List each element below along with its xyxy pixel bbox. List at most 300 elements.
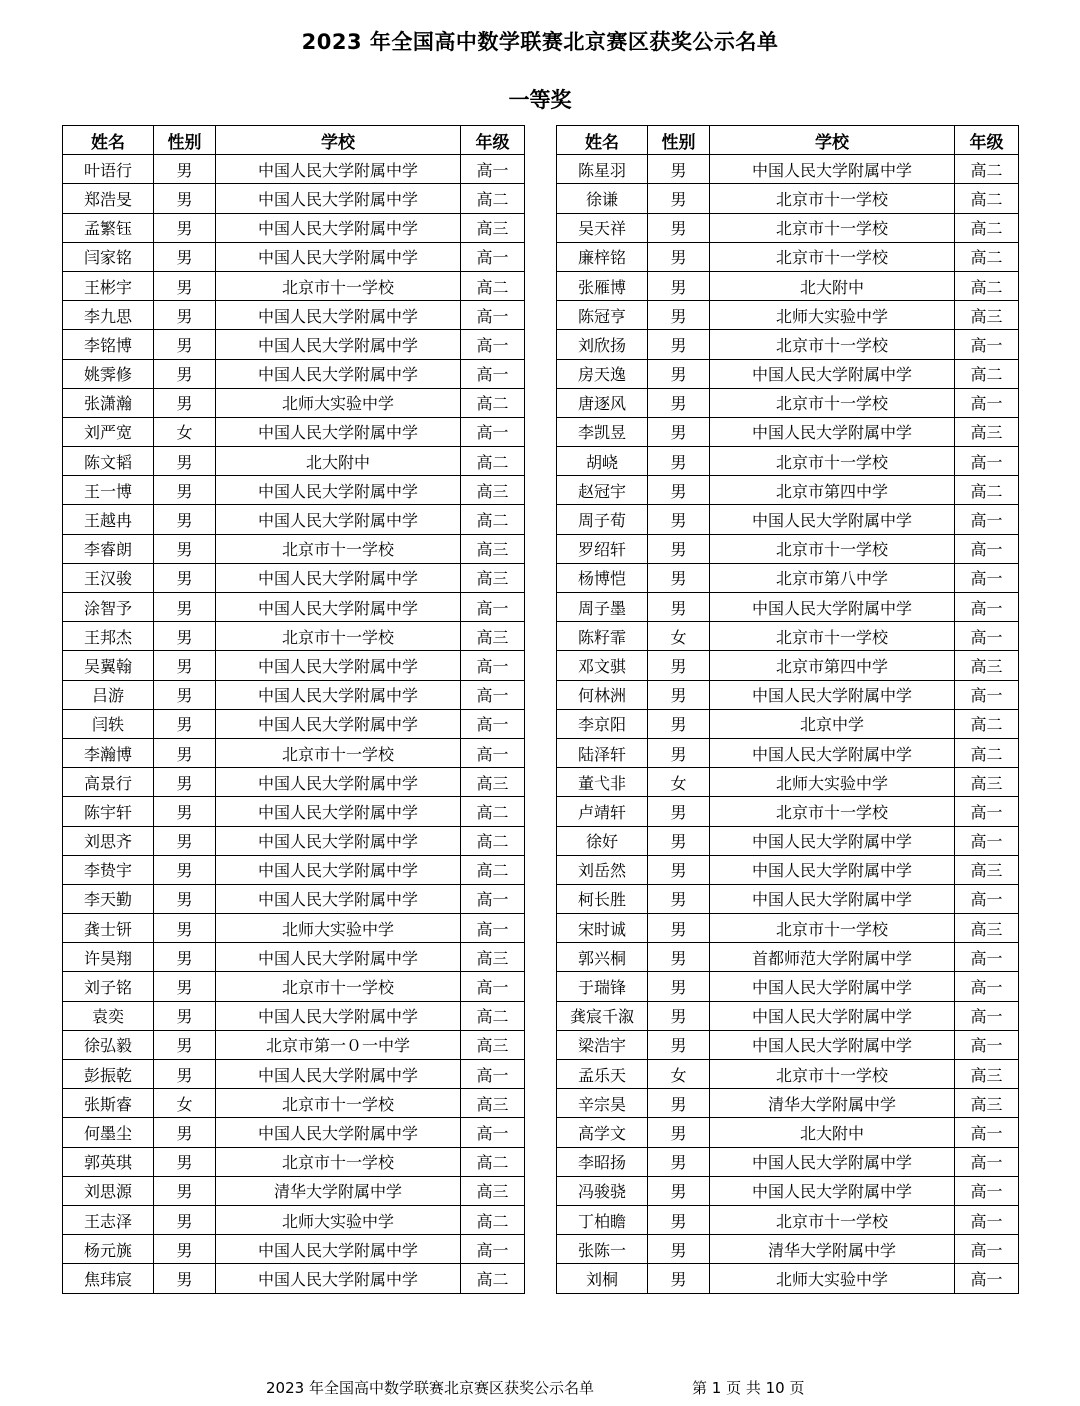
cell-gender: 男	[154, 563, 216, 592]
table-row	[557, 884, 1019, 913]
cell-gender: 男	[154, 797, 216, 826]
cell-school: 中国人民大学附属中学	[710, 505, 955, 534]
cell-school: 北师大实验中学	[216, 388, 461, 417]
cell-name: 董弋非	[557, 768, 648, 797]
cell-name: 刘子铭	[63, 972, 154, 1001]
cell-name: 孟繁钰	[63, 213, 154, 242]
cell-name: 孟乐天	[557, 1060, 648, 1089]
cell-school: 北京市十一学校	[710, 622, 955, 651]
cell-school: 北京市十一学校	[216, 271, 461, 300]
cell-gender: 男	[648, 447, 710, 476]
table-row	[557, 1060, 1019, 1089]
cell-school: 北京市十一学校	[216, 1147, 461, 1176]
cell-school: 北京市十一学校	[710, 447, 955, 476]
table-row	[557, 1176, 1019, 1205]
table-row	[557, 1235, 1019, 1264]
cell-gender: 男	[648, 709, 710, 738]
table-row	[557, 797, 1019, 826]
cell-school: 中国人民大学附属中学	[710, 593, 955, 622]
header-grade: 年级	[461, 126, 525, 155]
table-row	[63, 1235, 525, 1264]
cell-school: 中国人民大学附属中学	[216, 651, 461, 680]
cell-grade: 高三	[461, 476, 525, 505]
cell-gender: 男	[648, 563, 710, 592]
cell-grade: 高二	[461, 1001, 525, 1030]
cell-name: 吕游	[63, 680, 154, 709]
cell-gender: 男	[648, 242, 710, 271]
cell-gender: 男	[648, 1089, 710, 1118]
table-header-row	[63, 126, 525, 155]
table-row	[63, 1147, 525, 1176]
table-row	[63, 884, 525, 913]
table-row	[557, 330, 1019, 359]
cell-school: 中国人民大学附属中学	[710, 1030, 955, 1059]
cell-name: 李铭博	[63, 330, 154, 359]
cell-gender: 男	[154, 680, 216, 709]
cell-school: 北师大实验中学	[710, 1264, 955, 1293]
cell-grade: 高二	[955, 155, 1019, 184]
table-row	[557, 505, 1019, 534]
cell-school: 北京市十一学校	[710, 184, 955, 213]
cell-grade: 高三	[955, 914, 1019, 943]
cell-gender: 男	[648, 1235, 710, 1264]
cell-gender: 男	[648, 680, 710, 709]
table-row	[63, 1001, 525, 1030]
cell-school: 北师大实验中学	[216, 914, 461, 943]
cell-school: 中国人民大学附属中学	[216, 242, 461, 271]
cell-school: 中国人民大学附属中学	[216, 855, 461, 884]
cell-name: 王彬宇	[63, 271, 154, 300]
cell-grade: 高三	[461, 768, 525, 797]
cell-gender: 男	[648, 1030, 710, 1059]
cell-school: 北大附中	[216, 447, 461, 476]
cell-gender: 男	[648, 593, 710, 622]
header-grade: 年级	[955, 126, 1019, 155]
cell-gender: 男	[154, 505, 216, 534]
cell-school: 中国人民大学附属中学	[216, 1264, 461, 1293]
cell-gender: 男	[648, 1176, 710, 1205]
roster-body-left	[63, 155, 525, 1293]
header-name: 姓名	[63, 126, 154, 155]
cell-grade: 高一	[955, 1147, 1019, 1176]
cell-gender: 男	[648, 855, 710, 884]
table-row	[557, 651, 1019, 680]
cell-school: 清华大学附属中学	[216, 1176, 461, 1205]
cell-gender: 男	[154, 651, 216, 680]
cell-school: 北京市十一学校	[710, 1060, 955, 1089]
cell-name: 龚宸千溆	[557, 1001, 648, 1030]
table-row	[557, 184, 1019, 213]
cell-gender: 男	[154, 1264, 216, 1293]
cell-school: 北京市第八中学	[710, 563, 955, 592]
cell-gender: 女	[648, 1060, 710, 1089]
table-row	[557, 943, 1019, 972]
cell-grade: 高二	[955, 213, 1019, 242]
cell-name: 周子荀	[557, 505, 648, 534]
cell-grade: 高二	[461, 826, 525, 855]
cell-name: 许昊翔	[63, 943, 154, 972]
cell-name: 刘岳然	[557, 855, 648, 884]
cell-grade: 高一	[955, 1264, 1019, 1293]
cell-name: 徐谦	[557, 184, 648, 213]
cell-grade: 高三	[461, 943, 525, 972]
cell-name: 刘欣扬	[557, 330, 648, 359]
cell-gender: 男	[648, 213, 710, 242]
cell-name: 丁柏瞻	[557, 1205, 648, 1234]
cell-grade: 高一	[461, 680, 525, 709]
table-row	[557, 593, 1019, 622]
cell-grade: 高一	[461, 884, 525, 913]
table-row	[557, 738, 1019, 767]
cell-gender: 男	[154, 855, 216, 884]
cell-gender: 男	[154, 768, 216, 797]
cell-gender: 男	[648, 797, 710, 826]
table-row	[63, 242, 525, 271]
cell-name: 陈星羽	[557, 155, 648, 184]
cell-gender: 男	[648, 651, 710, 680]
cell-name: 郑浩旻	[63, 184, 154, 213]
cell-name: 闫家铭	[63, 242, 154, 271]
table-row	[557, 359, 1019, 388]
table-row	[63, 388, 525, 417]
cell-name: 陈冠亨	[557, 301, 648, 330]
cell-grade: 高一	[461, 301, 525, 330]
cell-school: 中国人民大学附属中学	[216, 884, 461, 913]
cell-gender: 男	[648, 359, 710, 388]
cell-name: 罗绍轩	[557, 534, 648, 563]
cell-gender: 男	[154, 184, 216, 213]
cell-grade: 高一	[461, 593, 525, 622]
cell-gender: 男	[154, 447, 216, 476]
cell-school: 清华大学附属中学	[710, 1235, 955, 1264]
cell-grade: 高三	[461, 1176, 525, 1205]
cell-name: 陆泽轩	[557, 738, 648, 767]
table-row	[557, 1118, 1019, 1147]
cell-name: 王邦杰	[63, 622, 154, 651]
cell-school: 清华大学附属中学	[710, 1089, 955, 1118]
cell-grade: 高三	[955, 301, 1019, 330]
table-row	[63, 184, 525, 213]
table-row	[63, 826, 525, 855]
cell-school: 北京中学	[710, 709, 955, 738]
cell-grade: 高一	[461, 709, 525, 738]
cell-name: 王志泽	[63, 1205, 154, 1234]
cell-grade: 高一	[461, 417, 525, 446]
cell-name: 何墨尘	[63, 1118, 154, 1147]
cell-gender: 男	[648, 301, 710, 330]
cell-name: 柯长胜	[557, 884, 648, 913]
cell-name: 梁浩宇	[557, 1030, 648, 1059]
cell-school: 中国人民大学附属中学	[216, 1118, 461, 1147]
cell-name: 李睿朗	[63, 534, 154, 563]
cell-gender: 男	[154, 242, 216, 271]
cell-name: 吴翼翰	[63, 651, 154, 680]
cell-gender: 男	[648, 914, 710, 943]
table-row	[63, 330, 525, 359]
cell-grade: 高一	[461, 1235, 525, 1264]
cell-name: 辛宗昊	[557, 1089, 648, 1118]
cell-gender: 男	[154, 1147, 216, 1176]
cell-gender: 男	[154, 709, 216, 738]
table-row	[63, 359, 525, 388]
cell-school: 中国人民大学附属中学	[710, 826, 955, 855]
cell-grade: 高一	[955, 884, 1019, 913]
cell-gender: 女	[154, 1089, 216, 1118]
table-row	[557, 242, 1019, 271]
table-row	[557, 417, 1019, 446]
table-row	[63, 1030, 525, 1059]
cell-grade: 高二	[955, 359, 1019, 388]
cell-grade: 高一	[461, 1118, 525, 1147]
cell-name: 王越冉	[63, 505, 154, 534]
table-row	[63, 680, 525, 709]
cell-grade: 高二	[461, 505, 525, 534]
cell-name: 焦玮宸	[63, 1264, 154, 1293]
cell-school: 北师大实验中学	[710, 768, 955, 797]
table-row	[557, 622, 1019, 651]
cell-school: 北京市十一学校	[216, 972, 461, 1001]
cell-school: 中国人民大学附属中学	[216, 301, 461, 330]
cell-school: 北京市十一学校	[710, 914, 955, 943]
header-gender: 性别	[648, 126, 710, 155]
cell-grade: 高一	[461, 330, 525, 359]
cell-grade: 高一	[955, 593, 1019, 622]
cell-school: 中国人民大学附属中学	[216, 1060, 461, 1089]
cell-grade: 高三	[461, 213, 525, 242]
cell-grade: 高一	[955, 330, 1019, 359]
cell-name: 周子墨	[557, 593, 648, 622]
cell-gender: 男	[154, 972, 216, 1001]
cell-school: 中国人民大学附属中学	[710, 738, 955, 767]
cell-school: 北京市十一学校	[710, 797, 955, 826]
cell-gender: 男	[154, 884, 216, 913]
cell-name: 房天逸	[557, 359, 648, 388]
cell-grade: 高一	[461, 1060, 525, 1089]
cell-grade: 高三	[955, 651, 1019, 680]
cell-grade: 高二	[461, 271, 525, 300]
cell-school: 北京市第一０一中学	[216, 1030, 461, 1059]
table-row	[63, 213, 525, 242]
cell-gender: 男	[154, 213, 216, 242]
cell-school: 中国人民大学附属中学	[710, 1176, 955, 1205]
cell-grade: 高一	[461, 972, 525, 1001]
table-row	[557, 709, 1019, 738]
cell-school: 北京市十一学校	[710, 1205, 955, 1234]
cell-school: 北大附中	[710, 1118, 955, 1147]
table-row	[557, 213, 1019, 242]
cell-grade: 高一	[955, 388, 1019, 417]
table-row	[63, 155, 525, 184]
cell-gender: 男	[154, 1001, 216, 1030]
table-row	[63, 534, 525, 563]
cell-school: 北京市十一学校	[216, 738, 461, 767]
cell-name: 刘桐	[557, 1264, 648, 1293]
cell-gender: 男	[154, 301, 216, 330]
table-row	[557, 768, 1019, 797]
cell-school: 中国人民大学附属中学	[216, 768, 461, 797]
cell-name: 卢靖轩	[557, 797, 648, 826]
cell-gender: 男	[648, 534, 710, 563]
cell-gender: 男	[648, 943, 710, 972]
cell-school: 首都师范大学附属中学	[710, 943, 955, 972]
page-title: 2023 年全国高中数学联赛北京赛区获奖公示名单	[301, 30, 779, 54]
cell-gender: 男	[154, 1118, 216, 1147]
cell-school: 北京市第四中学	[710, 476, 955, 505]
cell-name: 刘思齐	[63, 826, 154, 855]
cell-grade: 高一	[955, 1001, 1019, 1030]
cell-name: 陈籽霏	[557, 622, 648, 651]
table-header-row	[557, 126, 1019, 155]
cell-school: 北京市十一学校	[710, 330, 955, 359]
cell-school: 北京市十一学校	[710, 213, 955, 242]
cell-grade: 高三	[955, 855, 1019, 884]
roster-table-left	[62, 125, 525, 1294]
table-row	[557, 1205, 1019, 1234]
table-row	[63, 593, 525, 622]
cell-name: 陈宇轩	[63, 797, 154, 826]
cell-school: 中国人民大学附属中学	[710, 417, 955, 446]
cell-gender: 男	[648, 184, 710, 213]
table-row	[63, 914, 525, 943]
cell-name: 徐弘毅	[63, 1030, 154, 1059]
table-row	[557, 271, 1019, 300]
table-row	[63, 972, 525, 1001]
cell-school: 中国人民大学附属中学	[710, 359, 955, 388]
cell-grade: 高一	[461, 155, 525, 184]
table-row	[63, 709, 525, 738]
cell-gender: 男	[648, 1205, 710, 1234]
cell-name: 郭兴桐	[557, 943, 648, 972]
cell-school: 中国人民大学附属中学	[710, 972, 955, 1001]
cell-grade: 高三	[461, 1030, 525, 1059]
footer-page-number: 第 1 页 共 10 页	[692, 1379, 805, 1397]
cell-grade: 高一	[461, 242, 525, 271]
cell-name: 冯骏骁	[557, 1176, 648, 1205]
cell-gender: 男	[154, 593, 216, 622]
cell-gender: 男	[154, 1060, 216, 1089]
cell-grade: 高三	[461, 622, 525, 651]
table-row	[63, 301, 525, 330]
cell-grade: 高三	[955, 768, 1019, 797]
table-row	[557, 155, 1019, 184]
table-row	[63, 417, 525, 446]
table-row	[63, 651, 525, 680]
table-row	[63, 797, 525, 826]
cell-grade: 高二	[461, 1147, 525, 1176]
table-row	[63, 855, 525, 884]
table-row	[557, 563, 1019, 592]
roster-body-right	[557, 155, 1019, 1293]
table-row	[63, 447, 525, 476]
table-row	[63, 505, 525, 534]
cell-grade: 高二	[461, 184, 525, 213]
cell-school: 中国人民大学附属中学	[216, 943, 461, 972]
footer-title: 2023 年全国高中数学联赛北京赛区获奖公示名单	[266, 1379, 594, 1397]
cell-grade: 高二	[955, 709, 1019, 738]
cell-gender: 男	[154, 476, 216, 505]
table-row	[63, 943, 525, 972]
cell-grade: 高三	[461, 534, 525, 563]
cell-name: 杨博恺	[557, 563, 648, 592]
table-row	[557, 1147, 1019, 1176]
cell-school: 中国人民大学附属中学	[216, 155, 461, 184]
cell-school: 中国人民大学附属中学	[216, 709, 461, 738]
cell-gender: 男	[154, 1030, 216, 1059]
cell-gender: 男	[648, 826, 710, 855]
cell-name: 李昭扬	[557, 1147, 648, 1176]
cell-gender: 男	[648, 505, 710, 534]
cell-name: 张斯睿	[63, 1089, 154, 1118]
header-name: 姓名	[557, 126, 648, 155]
cell-grade: 高二	[461, 1205, 525, 1234]
cell-grade: 高二	[955, 242, 1019, 271]
table-row	[557, 680, 1019, 709]
cell-gender: 男	[154, 388, 216, 417]
cell-grade: 高一	[955, 826, 1019, 855]
cell-name: 李贽宇	[63, 855, 154, 884]
cell-gender: 男	[154, 271, 216, 300]
cell-name: 郭英琪	[63, 1147, 154, 1176]
cell-name: 邓文骐	[557, 651, 648, 680]
cell-grade: 高一	[955, 1235, 1019, 1264]
cell-school: 中国人民大学附属中学	[216, 184, 461, 213]
table-row	[63, 563, 525, 592]
cell-grade: 高一	[955, 680, 1019, 709]
cell-name: 唐逐风	[557, 388, 648, 417]
table-row	[63, 1060, 525, 1089]
cell-name: 王汉骏	[63, 563, 154, 592]
cell-name: 叶语行	[63, 155, 154, 184]
cell-school: 中国人民大学附属中学	[216, 213, 461, 242]
cell-grade: 高二	[461, 797, 525, 826]
cell-school: 中国人民大学附属中学	[216, 417, 461, 446]
cell-grade: 高一	[955, 505, 1019, 534]
cell-gender: 男	[648, 155, 710, 184]
cell-school: 北京市第四中学	[710, 651, 955, 680]
cell-name: 袁奕	[63, 1001, 154, 1030]
cell-gender: 男	[154, 330, 216, 359]
cell-school: 北京市十一学校	[216, 1089, 461, 1118]
cell-grade: 高三	[955, 1089, 1019, 1118]
cell-school: 中国人民大学附属中学	[710, 155, 955, 184]
cell-name: 陈文韬	[63, 447, 154, 476]
cell-name: 何林洲	[557, 680, 648, 709]
cell-name: 闫轶	[63, 709, 154, 738]
cell-grade: 高二	[955, 271, 1019, 300]
cell-name: 张潇瀚	[63, 388, 154, 417]
cell-gender: 男	[648, 1264, 710, 1293]
cell-name: 徐好	[557, 826, 648, 855]
cell-gender: 男	[154, 1235, 216, 1264]
table-row	[63, 738, 525, 767]
cell-school: 中国人民大学附属中学	[216, 330, 461, 359]
cell-gender: 男	[648, 738, 710, 767]
table-row	[557, 826, 1019, 855]
table-row	[63, 1118, 525, 1147]
table-row	[557, 447, 1019, 476]
table-row	[557, 1264, 1019, 1293]
cell-gender: 男	[154, 1176, 216, 1205]
cell-grade: 高一	[955, 1030, 1019, 1059]
cell-school: 中国人民大学附属中学	[216, 826, 461, 855]
header-school: 学校	[710, 126, 955, 155]
cell-name: 刘严宽	[63, 417, 154, 446]
cell-school: 中国人民大学附属中学	[216, 797, 461, 826]
cell-gender: 男	[154, 1205, 216, 1234]
table-row	[557, 972, 1019, 1001]
cell-school: 北大附中	[710, 271, 955, 300]
cell-school: 中国人民大学附属中学	[216, 1235, 461, 1264]
